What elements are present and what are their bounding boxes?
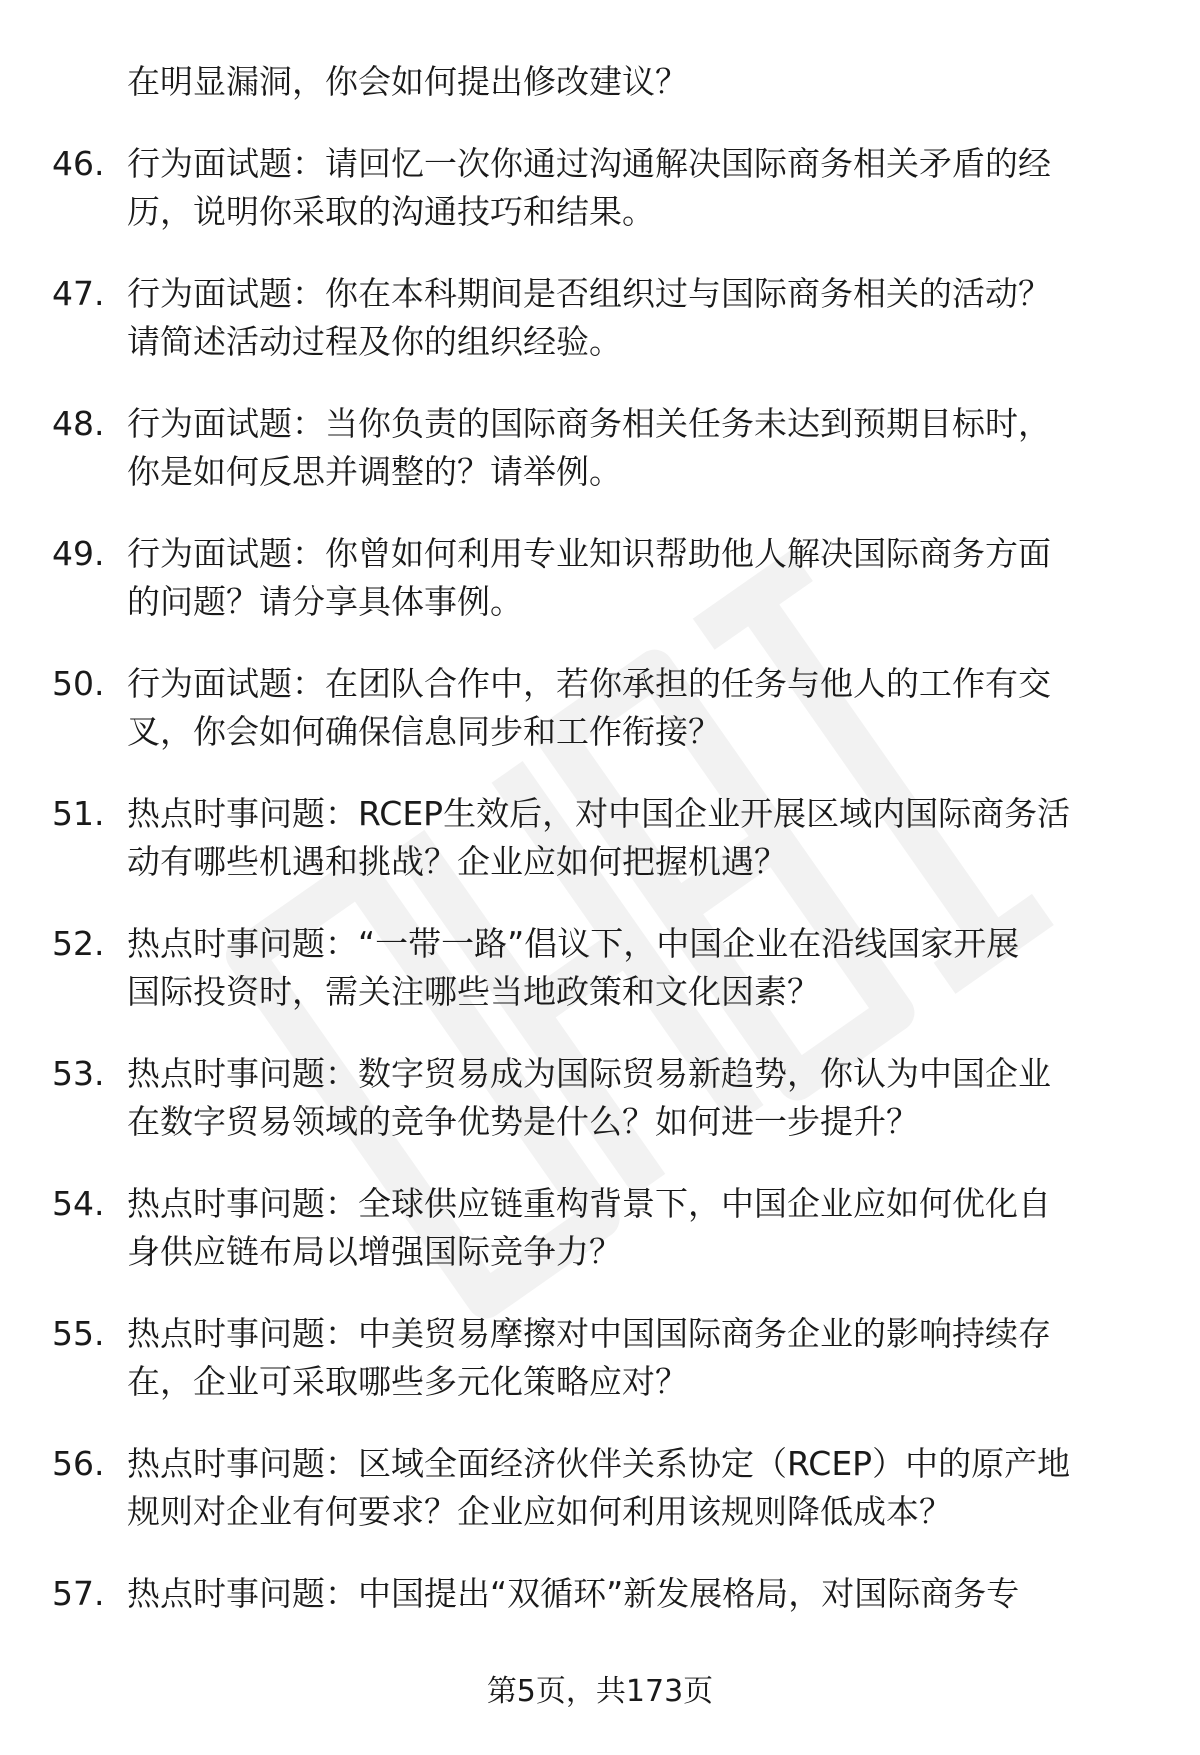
item-line: 热点时事问题：区域全面经济伙伴关系协定（RCEP）中的原产地 xyxy=(127,1444,1071,1483)
item-text xyxy=(127,1570,1162,1618)
item-text xyxy=(127,1310,1162,1406)
item-line: 行为面试题：你在本科期间是否组织过与国际商务相关的活动？ xyxy=(127,274,1051,313)
item-number: 46. xyxy=(52,144,105,183)
item-line: 国际投资时，需关注哪些当地政策和文化因素？ xyxy=(127,972,820,1011)
item-line: 历，说明你采取的沟通技巧和结果。 xyxy=(127,192,655,231)
item-line: 的问题？请分享具体事例。 xyxy=(127,582,523,621)
item-line: 热点时事问题：中国提出“双循环”新发展格局，对国际商务专 xyxy=(127,1574,1020,1613)
item-line: 行为面试题：在团队合作中，若你承担的任务与他人的工作有交 xyxy=(127,664,1051,703)
list-item xyxy=(52,920,1162,1016)
item-text xyxy=(127,1440,1162,1536)
item-line: 行为面试题：当你负责的国际商务相关任务未达到预期目标时， xyxy=(127,404,1051,443)
item-number: 55. xyxy=(52,1314,105,1353)
item-text xyxy=(127,920,1162,1016)
item-line: 你是如何反思并调整的？请举例。 xyxy=(127,452,622,491)
item-line: 热点时事问题：全球供应链重构背景下，中国企业应如何优化自 xyxy=(127,1184,1051,1223)
list-item xyxy=(52,270,1162,366)
item-line: 规则对企业有何要求？企业应如何利用该规则降低成本？ xyxy=(127,1492,952,1531)
item-number: 49. xyxy=(52,534,105,573)
list-item xyxy=(52,790,1162,886)
list-item xyxy=(52,530,1162,626)
item-text xyxy=(127,530,1162,626)
item-line: 热点时事问题：数字贸易成为国际贸易新趋势，你认为中国企业 xyxy=(127,1054,1051,1093)
item-line: 热点时事问题：中美贸易摩擦对中国国际商务企业的影响持续存 xyxy=(127,1314,1051,1353)
continuation-text: 在明显漏洞，你会如何提出修改建议？ xyxy=(127,62,688,101)
list-item xyxy=(52,1570,1162,1618)
item-line: 请简述活动过程及你的组织经验。 xyxy=(127,322,622,361)
list-item xyxy=(52,400,1162,496)
list-item xyxy=(52,1310,1162,1406)
item-number: 51. xyxy=(52,794,105,833)
page-number: 第5页，共173页 xyxy=(486,1674,714,1709)
item-number: 48. xyxy=(52,404,105,443)
item-text xyxy=(127,790,1162,886)
item-line: 行为面试题：你曾如何利用专业知识帮助他人解决国际商务方面 xyxy=(127,534,1051,573)
question-list xyxy=(52,58,1162,1652)
item-line: 行为面试题：请回忆一次你通过沟通解决国际商务相关矛盾的经 xyxy=(127,144,1051,183)
item-number: 54. xyxy=(52,1184,105,1223)
item-text xyxy=(127,400,1162,496)
item-text xyxy=(127,1050,1162,1146)
list-item xyxy=(52,140,1162,236)
item-number: 47. xyxy=(52,274,105,313)
item-line: 身供应链布局以增强国际竞争力？ xyxy=(127,1232,622,1271)
item-line: 动有哪些机遇和挑战？企业应如何把握机遇？ xyxy=(127,842,787,881)
item-line: 热点时事问题：RCEP生效后，对中国企业开展区域内国际商务活 xyxy=(127,794,1071,833)
item-number: 57. xyxy=(52,1574,105,1613)
list-item xyxy=(52,1440,1162,1536)
list-item xyxy=(52,1180,1162,1276)
item-text xyxy=(127,660,1162,756)
list-item xyxy=(52,660,1162,756)
item-text xyxy=(127,140,1162,236)
item-number: 53. xyxy=(52,1054,105,1093)
item-number: 52. xyxy=(52,924,105,963)
item-line: 叉，你会如何确保信息同步和工作衔接？ xyxy=(127,712,721,751)
item-number: 50. xyxy=(52,664,105,703)
item-line: 热点时事问题：“一带一路”倡议下，中国企业在沿线国家开展 xyxy=(127,924,1020,963)
list-item xyxy=(52,1050,1162,1146)
item-text xyxy=(127,270,1162,366)
item-text xyxy=(127,1180,1162,1276)
item-line: 在，企业可采取哪些多元化策略应对？ xyxy=(127,1362,688,1401)
item-line: 在数字贸易领域的竞争优势是什么？如何进一步提升？ xyxy=(127,1102,919,1141)
item-number: 56. xyxy=(52,1444,105,1483)
